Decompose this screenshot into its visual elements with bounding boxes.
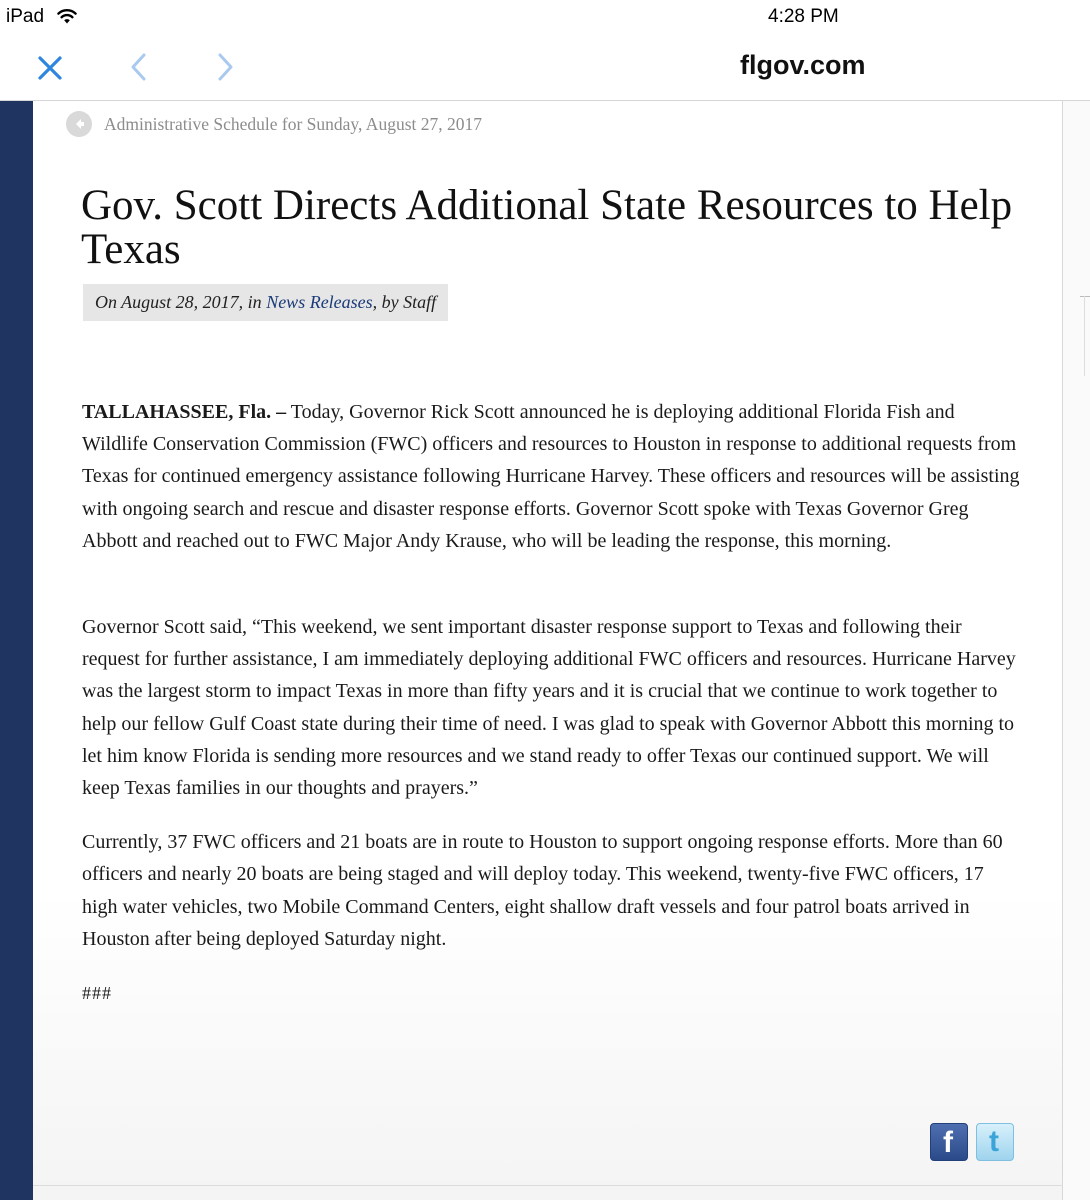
browser-nav-bar bbox=[0, 34, 1090, 101]
post-byline bbox=[83, 284, 448, 321]
page-title: Gov. Scott Directs Additional State Resources to Help Texas bbox=[81, 182, 1013, 273]
scrollbar-mark bbox=[1080, 296, 1090, 297]
paragraph-1 bbox=[82, 396, 1022, 579]
paragraph-1-text: Today, Governor Rick Scott announced he is deploying additional Florida Fish and Wildlife Conservation Commission (FWC) officers and resources to Houston in response to additional requests from Texas for continued emergency assistance following Hurricane Harvey. These officers and resources will be assisting with ongoing search and rescue and disaster response efforts. Governor Scott spoke with Texas Governor Greg Abbott and reached out to FWC Major Andy Krause, who will be leading the response, this morning. bbox=[82, 401, 1020, 552]
wifi-icon bbox=[56, 7, 78, 25]
twitter-share-button[interactable] bbox=[976, 1123, 1014, 1161]
category-link[interactable]: News Releases bbox=[266, 292, 373, 312]
previous-post-link[interactable] bbox=[66, 111, 482, 137]
byline-suffix: , by Staff bbox=[372, 292, 437, 312]
facebook-icon: f bbox=[943, 1126, 953, 1159]
twitter-icon: t bbox=[989, 1125, 999, 1158]
scrollbar-track[interactable] bbox=[1084, 296, 1085, 376]
status-time: 4:28 PM bbox=[768, 6, 839, 27]
previous-post-label[interactable]: Administrative Schedule for Sunday, August 27, 2017 bbox=[104, 113, 482, 134]
close-icon[interactable] bbox=[34, 52, 66, 84]
back-circle-icon bbox=[66, 111, 92, 137]
forward-arrow-icon[interactable] bbox=[212, 51, 238, 83]
paragraph-3: Currently, 37 FWC officers and 21 boats are in route to Houston to support ongoing response efforts. More than 60 officers and nearly 20 boats are being staged and will deploy today. This weekend, twenty-five FWC officers, 17 high water vehicles, two Mobile Command Centers, eight shallow draft vessels and four patrol boats arrived in Houston after being deployed Saturday night. bbox=[82, 831, 1003, 950]
facebook-share-button[interactable] bbox=[930, 1123, 968, 1161]
left-navy-rail bbox=[0, 101, 33, 1200]
page-bottom-divider bbox=[33, 1185, 1063, 1186]
right-margin bbox=[1063, 101, 1090, 1200]
device-label: iPad bbox=[6, 6, 45, 27]
page-domain: flgov.com bbox=[740, 50, 866, 80]
status-bar bbox=[0, 0, 1090, 34]
back-arrow-icon[interactable] bbox=[126, 51, 152, 83]
article-body bbox=[82, 396, 1022, 1009]
end-mark: ### bbox=[82, 983, 112, 1004]
byline-prefix: On August 28, 2017, in bbox=[95, 292, 267, 312]
paragraph-2: Governor Scott said, “This weekend, we sent important disaster response support to Texas and following their request for further assistance, I am immediately deploying additional FWC officers and resources. Hurricane Harvey was the largest storm to impact Texas in more than fifty years and it is crucial that we continue to work together to help our fellow Gulf Coast state during their time of need. I was glad to speak with Governor Abbott this morning to let him know Florida is sending more resources and we stand ready to offer Texas our continued support. We will keep Texas families in our thoughts and prayers.” bbox=[82, 616, 1016, 800]
dateline: TALLAHASSEE, Fla. – bbox=[82, 401, 287, 423]
